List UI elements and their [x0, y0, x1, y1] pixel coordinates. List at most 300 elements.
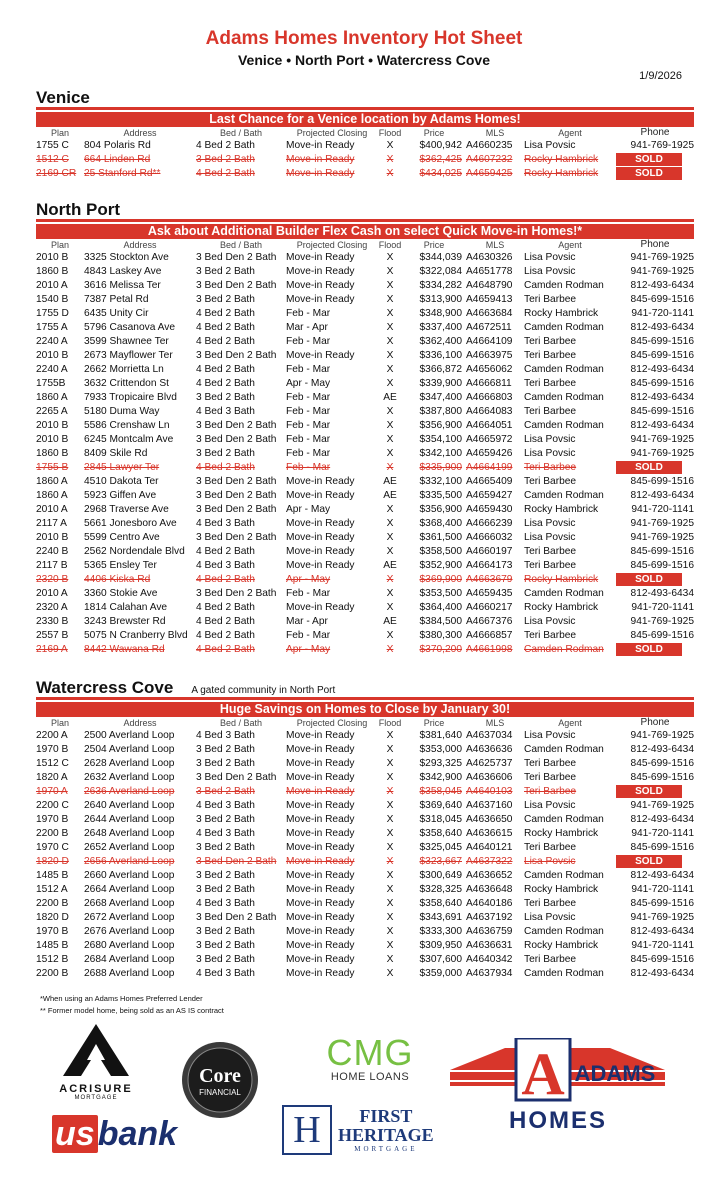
cell-phone: 812-493-6434 [630, 588, 694, 599]
column-header-closing: Projected Closing [296, 128, 368, 138]
cell-flood: AE [383, 392, 397, 403]
cell-phone: 941-720-1141 [631, 884, 694, 895]
cell-price: $358,045 [419, 786, 462, 797]
cell-mls: A4651778 [466, 266, 513, 277]
cell-plan: 2169 A [36, 644, 68, 655]
sold-badge: SOLD [616, 461, 682, 474]
cell-plan: 2010 B [36, 350, 69, 361]
cell-flood: X [386, 252, 394, 263]
cell-flood: X [386, 504, 394, 515]
cell-agent: Teri Barbee [524, 294, 577, 305]
cell-phone [616, 461, 694, 475]
acrisure-logo [40, 1022, 152, 1101]
cell-plan: 2169 CR [36, 168, 77, 179]
cell-flood: X [386, 968, 394, 979]
table-row [36, 405, 694, 419]
cell-bed: 3 Bed Den 2 Bath [196, 912, 277, 923]
cell-mls: A4663679 [466, 574, 513, 585]
cell-closing: Feb - Mar [286, 336, 331, 347]
cell-bed: 3 Bed 2 Bath [196, 814, 255, 825]
cell-agent: Lisa Povsic [524, 856, 576, 867]
cell-mls: A4640186 [466, 898, 513, 909]
column-header-plan: Plan [50, 128, 69, 138]
cell-agent: Lisa Povsic [524, 800, 576, 811]
cell-flood: X [386, 266, 394, 277]
page-subtitle: Venice • North Port • Watercress Cove [237, 52, 491, 68]
cell-agent: Lisa Povsic [524, 532, 576, 543]
cell-plan: 1512 C [36, 154, 69, 165]
cell-price: $356,900 [419, 420, 462, 431]
column-header-bed: Bed / Bath [219, 718, 263, 728]
cell-price: $342,100 [419, 448, 462, 459]
cell-plan: 2240 A [36, 336, 68, 347]
column-header-agent: Agent [558, 240, 582, 250]
cell-closing: Move-in Ready [286, 940, 355, 951]
cell-flood: X [386, 420, 394, 431]
cell-agent: Camden Rodman [524, 322, 604, 333]
cell-closing: Move-in Ready [286, 560, 355, 571]
column-header-closing: Projected Closing [296, 718, 368, 728]
cell-bed: 3 Bed Den 2 Bath [196, 350, 277, 361]
cell-address: 5586 Crenshaw Ln [84, 420, 170, 431]
cell-agent: Camden Rodman [524, 870, 604, 881]
cell-bed: 4 Bed 2 Bath [196, 378, 255, 389]
cell-address: 6435 Unity Cir [84, 308, 149, 319]
section-note: A gated community in North Port [191, 685, 336, 696]
cell-agent: Camden Rodman [524, 588, 604, 599]
cell-agent: Teri Barbee [524, 560, 577, 571]
column-header-agent: Agent [558, 128, 582, 138]
cell-price: $300,649 [419, 870, 462, 881]
cell-plan: 1860 A [36, 476, 68, 487]
cell-flood: X [386, 518, 394, 529]
fh-line1: FIRST [359, 1106, 413, 1126]
table-row [36, 813, 694, 827]
cell-flood: X [386, 448, 394, 459]
cell-flood: X [386, 574, 394, 585]
cell-price: $361,500 [419, 532, 462, 543]
cell-price: $352,900 [419, 560, 462, 571]
cell-price: $353,000 [419, 744, 462, 755]
cell-phone: 845-699-1516 [630, 842, 694, 853]
cell-agent: Lisa Povsic [524, 912, 576, 923]
cell-plan: 2010 A [36, 504, 68, 515]
cell-bed: 4 Bed 3 Bath [196, 898, 255, 909]
cell-bed: 3 Bed Den 2 Bath [196, 504, 277, 515]
footnotes [40, 993, 224, 1017]
cell-plan: 2200 B [36, 968, 69, 979]
cell-price: $359,000 [419, 968, 462, 979]
cell-plan: 2010 B [36, 252, 69, 263]
cell-bed: 4 Bed 3 Bath [196, 518, 255, 529]
cell-mls: A4659413 [466, 294, 513, 305]
cell-agent: Lisa Povsic [524, 518, 576, 529]
cell-phone: 941-769-1925 [630, 532, 694, 543]
cell-mls: A4663975 [466, 350, 513, 361]
cell-flood: X [386, 462, 394, 473]
cell-agent: Teri Barbee [524, 378, 577, 389]
cell-plan: 1860 A [36, 490, 68, 501]
cell-bed: 3 Bed 2 Bath [196, 786, 255, 797]
table-row [36, 629, 694, 643]
usbank-logo [52, 1115, 177, 1154]
table-row [36, 167, 694, 181]
cell-bed: 4 Bed 2 Bath [196, 322, 255, 333]
cmg-logo [318, 1032, 422, 1083]
table-row [36, 785, 694, 799]
cell-agent: Rocky Hambrick [524, 884, 599, 895]
column-header-flood: Flood [378, 128, 402, 138]
table-row [36, 349, 694, 363]
acrisure-mark-icon [61, 1022, 131, 1078]
cell-address: 2644 Averland Loop [84, 814, 175, 825]
cell-price: $323,667 [419, 856, 462, 867]
cell-phone: 812-493-6434 [630, 870, 694, 881]
cell-closing: Move-in Ready [286, 476, 355, 487]
cell-mls: A4636648 [466, 884, 513, 895]
cell-mls: A4664083 [466, 406, 513, 417]
cell-address: 664 Linden Rd [84, 154, 151, 165]
section-divider [36, 219, 694, 222]
cell-closing: Feb - Mar [286, 588, 331, 599]
table-row [36, 587, 694, 601]
cell-mls: A4659430 [466, 504, 513, 515]
cell-agent: Camden Rodman [524, 490, 604, 501]
table-row [36, 265, 694, 279]
cell-phone: 845-699-1516 [630, 336, 694, 347]
cell-agent: Teri Barbee [524, 758, 577, 769]
cell-flood: AE [383, 490, 397, 501]
table-row [36, 643, 694, 657]
cell-phone [616, 855, 694, 869]
table-row [36, 841, 694, 855]
cell-flood: X [386, 644, 394, 655]
cell-agent: Teri Barbee [524, 350, 577, 361]
column-header-price: Price [423, 718, 445, 728]
section-title: North Port [36, 200, 121, 219]
cell-address: 3243 Brewster Rd [84, 616, 166, 627]
cell-closing: Apr - May [286, 574, 331, 585]
cell-bed: 3 Bed Den 2 Bath [196, 280, 277, 291]
cell-mls: A4636606 [466, 772, 513, 783]
cell-address: 8442 Wawana Rd [84, 644, 165, 655]
cell-bed: 3 Bed 2 Bath [196, 154, 255, 165]
fh-line3: MORTGAGE [354, 1145, 418, 1153]
cell-flood: X [386, 140, 394, 151]
cell-plan: 2010 A [36, 588, 68, 599]
cell-bed: 4 Bed 3 Bath [196, 406, 255, 417]
cell-agent: Rocky Hambrick [524, 168, 599, 179]
column-header-plan: Plan [50, 240, 69, 250]
cell-phone: 812-493-6434 [630, 364, 694, 375]
cell-price: $434,025 [419, 168, 462, 179]
listing-table [36, 127, 694, 181]
cell-agent: Camden Rodman [524, 926, 604, 937]
cell-flood: X [386, 602, 394, 613]
cell-address: 3599 Shawnee Ter [84, 336, 169, 347]
cell-closing: Move-in Ready [286, 828, 355, 839]
cell-bed: 3 Bed 2 Bath [196, 266, 255, 277]
cell-address: 2636 Averland Loop [84, 786, 175, 797]
adams-letter: A [521, 1041, 565, 1107]
cell-flood: X [386, 730, 394, 741]
cell-address: 2688 Averland Loop [84, 968, 175, 979]
cell-phone: 812-493-6434 [630, 968, 694, 979]
table-row [36, 321, 694, 335]
section-banner: Huge Savings on Homes to Close by January 30! [36, 702, 694, 717]
cell-plan: 2200 B [36, 898, 69, 909]
cell-flood: X [386, 294, 394, 305]
cell-plan: 2557 B [36, 630, 69, 641]
cell-mls: A4667376 [466, 616, 513, 627]
column-header-address: Address [123, 128, 157, 138]
cell-agent: Teri Barbee [524, 954, 577, 965]
cell-flood: X [386, 378, 394, 389]
cell-mls: A4630326 [466, 252, 513, 263]
table-header-row [36, 717, 694, 729]
cell-bed: 3 Bed Den 2 Bath [196, 252, 277, 263]
cell-price: $358,500 [419, 546, 462, 557]
cell-address: 2676 Averland Loop [84, 926, 175, 937]
column-header-agent: Agent [558, 718, 582, 728]
cell-plan: 1970 B [36, 814, 69, 825]
table-row [36, 953, 694, 967]
cell-flood: X [386, 772, 394, 783]
cell-price: $336,100 [419, 350, 462, 361]
cell-phone [616, 643, 694, 657]
cell-phone: 845-699-1516 [630, 294, 694, 305]
table-row [36, 293, 694, 307]
watercress-section [36, 678, 694, 981]
cell-phone: 941-769-1925 [630, 140, 694, 151]
cell-phone: 845-699-1516 [630, 476, 694, 487]
table-row [36, 743, 694, 757]
cell-agent: Teri Barbee [524, 898, 577, 909]
cell-mls: A4660217 [466, 602, 513, 613]
cell-mls: A4659435 [466, 588, 513, 599]
cell-price: $342,900 [419, 772, 462, 783]
cell-phone: 941-769-1925 [630, 800, 694, 811]
column-header-phone: Phone [640, 127, 670, 138]
sold-badge: SOLD [616, 855, 682, 868]
cell-phone: 845-699-1516 [630, 406, 694, 417]
cell-address: 2968 Traverse Ave [84, 504, 169, 515]
cell-agent: Rocky Hambrick [524, 940, 599, 951]
cell-price: $400,942 [419, 140, 462, 151]
table-row [36, 475, 694, 489]
cell-price: $354,100 [419, 434, 462, 445]
cell-bed: 3 Bed 2 Bath [196, 842, 255, 853]
cell-flood: X [386, 280, 394, 291]
table-row [36, 335, 694, 349]
cell-price: $362,425 [419, 154, 462, 165]
cell-agent: Teri Barbee [524, 462, 577, 473]
core-financial-logo [180, 1040, 260, 1125]
cell-address: 4406 Kiska Rd [84, 574, 151, 585]
cell-price: $356,900 [419, 504, 462, 515]
cell-mls: A4637160 [466, 800, 513, 811]
cell-plan: 2010 B [36, 434, 69, 445]
cell-price: $358,640 [419, 898, 462, 909]
table-row [36, 855, 694, 869]
cell-bed: 3 Bed Den 2 Bath [196, 420, 277, 431]
cell-mls: A4640121 [466, 842, 513, 853]
cell-bed: 4 Bed 2 Bath [196, 546, 255, 557]
cell-closing: Feb - Mar [286, 406, 331, 417]
table-header-row [36, 127, 694, 139]
cell-agent: Camden Rodman [524, 744, 604, 755]
core-name: Core [199, 1065, 241, 1087]
table-row [36, 869, 694, 883]
cell-mls: A4636652 [466, 870, 513, 881]
cell-bed: 3 Bed 2 Bath [196, 926, 255, 937]
table-row [36, 559, 694, 573]
cell-plan: 2117 B [36, 560, 68, 571]
cell-bed: 3 Bed Den 2 Bath [196, 588, 277, 599]
cell-agent: Teri Barbee [524, 842, 577, 853]
cell-address: 2648 Averland Loop [84, 828, 175, 839]
cell-phone: 845-699-1516 [630, 350, 694, 361]
cell-mls: A4640103 [466, 786, 513, 797]
cell-plan: 1755 B [36, 462, 69, 473]
table-header-row [36, 239, 694, 251]
cell-agent: Rocky Hambrick [524, 602, 599, 613]
cell-mls: A4666239 [466, 518, 513, 529]
column-header-flood: Flood [378, 240, 402, 250]
column-header-price: Price [423, 128, 445, 138]
cell-bed: 4 Bed 2 Bath [196, 308, 255, 319]
footnote: ** Former model home, being sold as an AS IS contract [40, 1006, 224, 1015]
cell-phone: 812-493-6434 [630, 814, 694, 825]
venice-section [36, 88, 694, 181]
cell-bed: 4 Bed 2 Bath [196, 462, 255, 473]
cell-mls: A4637034 [466, 730, 513, 741]
sold-badge: SOLD [616, 643, 682, 656]
cell-plan: 1512 A [36, 884, 68, 895]
cell-agent: Lisa Povsic [524, 434, 576, 445]
cell-price: $318,045 [419, 814, 462, 825]
cell-mls: A4637192 [466, 912, 513, 923]
cell-address: 3325 Stockton Ave [84, 252, 169, 263]
cell-closing: Feb - Mar [286, 630, 331, 641]
adams-name: ADAMS [574, 1061, 656, 1086]
cell-phone: 941-720-1141 [631, 940, 694, 951]
section-title: Venice [36, 88, 90, 107]
cell-flood: AE [383, 476, 397, 487]
cell-flood: X [386, 912, 394, 923]
cell-closing: Move-in Ready [286, 730, 355, 741]
cell-mls: A4664199 [466, 462, 513, 473]
cell-flood: X [386, 336, 394, 347]
cell-bed: 4 Bed 3 Bath [196, 800, 255, 811]
cell-agent: Lisa Povsic [524, 730, 576, 741]
cell-mls: A4660197 [466, 546, 513, 557]
cell-flood: X [386, 168, 394, 179]
cell-price: $332,100 [419, 476, 462, 487]
cell-mls: A4661998 [466, 644, 513, 655]
cell-closing: Move-in Ready [286, 294, 355, 305]
cell-closing: Move-in Ready [286, 954, 355, 965]
cell-phone [616, 167, 694, 181]
cell-mls: A4636636 [466, 744, 513, 755]
cell-mls: A4666803 [466, 392, 513, 403]
cell-mls: A4637934 [466, 968, 513, 979]
cell-flood: X [386, 842, 394, 853]
cell-agent: Camden Rodman [524, 644, 604, 655]
cell-closing: Apr - May [286, 378, 331, 389]
sheet-date: 1/9/2026 [639, 70, 682, 82]
cell-plan: 2240 B [36, 546, 69, 557]
cell-address: 2562 Nordendale Blvd [84, 546, 185, 557]
table-row [36, 729, 694, 743]
sold-badge: SOLD [616, 785, 682, 798]
cell-address: 6245 Montcalm Ave [84, 434, 174, 445]
cell-flood: AE [383, 560, 397, 571]
cell-plan: 2117 A [36, 518, 67, 529]
cell-closing: Move-in Ready [286, 786, 355, 797]
table-row [36, 757, 694, 771]
cell-closing: Move-in Ready [286, 154, 355, 165]
cell-closing: Move-in Ready [286, 856, 355, 867]
cell-plan: 1755 C [36, 140, 69, 151]
cell-address: 5180 Duma Way [84, 406, 160, 417]
cell-phone: 812-493-6434 [630, 420, 694, 431]
column-header-mls: MLS [485, 128, 505, 138]
cell-closing: Mar - Apr [286, 322, 328, 333]
cell-agent: Camden Rodman [524, 280, 604, 291]
table-row [36, 279, 694, 293]
cell-price: $369,900 [419, 574, 462, 585]
cell-address: 1814 Calahan Ave [84, 602, 168, 613]
cell-mls: A4666857 [466, 630, 513, 641]
cell-mls: A4666032 [466, 532, 513, 543]
table-row [36, 489, 694, 503]
cell-flood: X [386, 870, 394, 881]
northport-section [36, 200, 694, 657]
cell-price: $364,400 [419, 602, 462, 613]
table-row [36, 911, 694, 925]
cell-price: $307,600 [419, 954, 462, 965]
section-banner: Ask about Additional Builder Flex Cash on select Quick Move-in Homes!* [36, 224, 694, 239]
cell-phone: 845-699-1516 [630, 630, 694, 641]
cell-flood: X [386, 940, 394, 951]
column-header-plan: Plan [50, 718, 69, 728]
cell-closing: Move-in Ready [286, 926, 355, 937]
cell-mls: A4665972 [466, 434, 513, 445]
cell-phone: 812-493-6434 [630, 280, 694, 291]
cell-address: 2640 Averland Loop [84, 800, 175, 811]
table-row [36, 419, 694, 433]
cell-closing: Move-in Ready [286, 168, 355, 179]
first-heritage-h: H [282, 1105, 332, 1155]
cell-plan: 2330 B [36, 616, 69, 627]
cell-plan: 2010 B [36, 420, 69, 431]
table-row [36, 573, 694, 587]
cell-plan: 1485 B [36, 940, 69, 951]
cell-phone: 941-720-1141 [631, 602, 694, 613]
table-row [36, 307, 694, 321]
cell-bed: 4 Bed 3 Bath [196, 968, 255, 979]
table-row [36, 897, 694, 911]
cell-flood: X [386, 954, 394, 965]
cell-plan: 1512 B [36, 954, 69, 965]
cell-agent: Lisa Povsic [524, 616, 576, 627]
cell-bed: 3 Bed Den 2 Bath [196, 434, 277, 445]
cell-plan: 1970 C [36, 842, 69, 853]
cell-mls: A4636631 [466, 940, 513, 951]
cell-bed: 4 Bed 3 Bath [196, 560, 255, 571]
cell-price: $381,640 [419, 730, 462, 741]
